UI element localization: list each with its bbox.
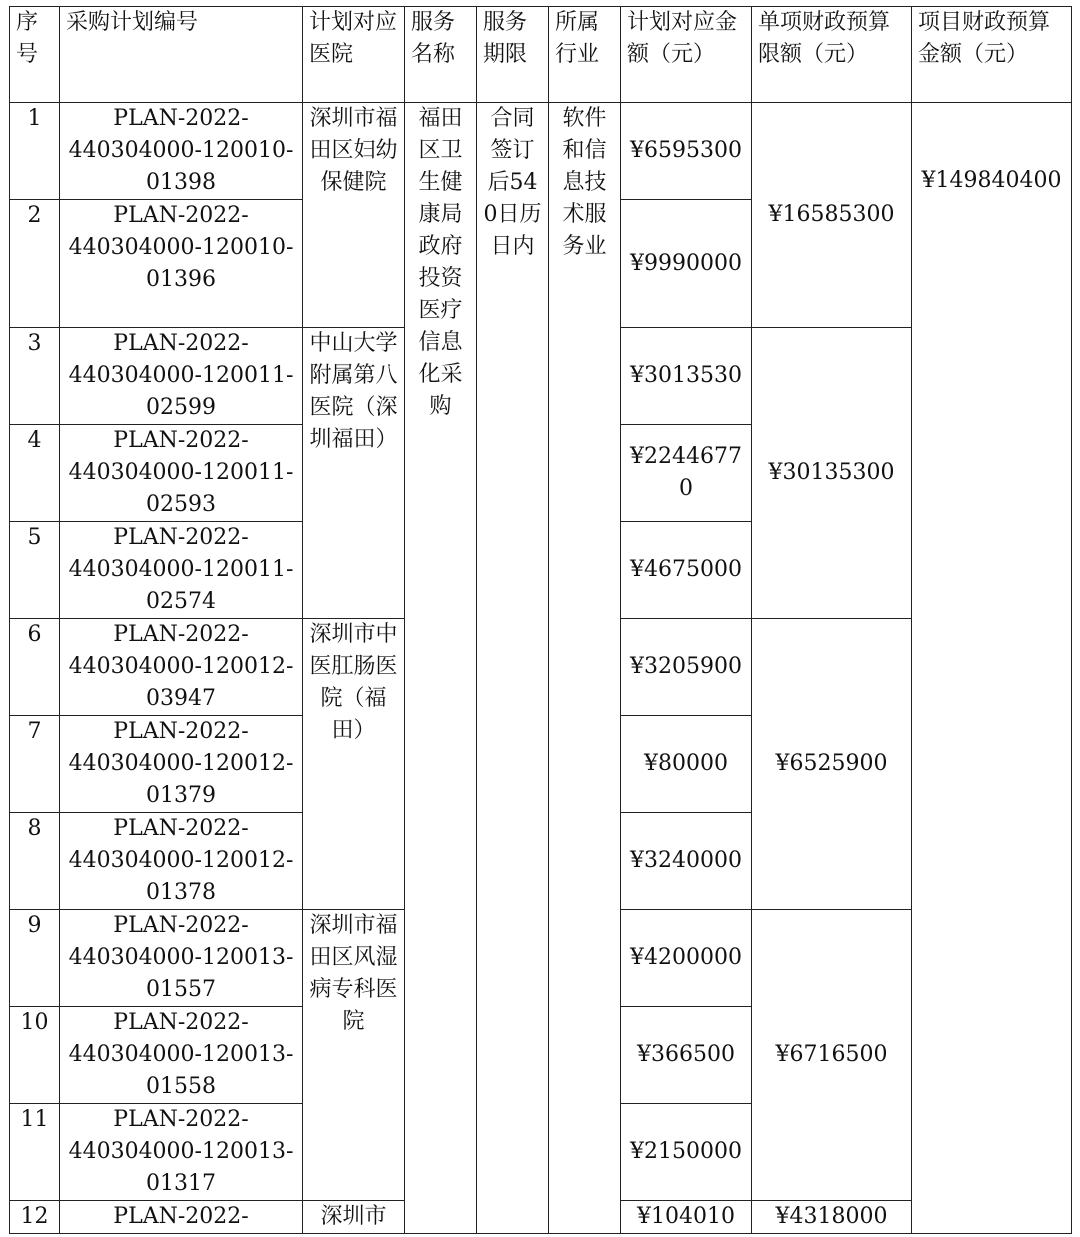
amount-cell: ¥3240000: [621, 813, 752, 910]
seq-cell: 4: [10, 425, 60, 522]
header-hospital: 计划对应医院: [303, 7, 405, 103]
project-budget-cell: ¥149840400: [912, 103, 1072, 1234]
plan-no-cell: PLAN-2022- 440304000-120013- 01317: [60, 1104, 303, 1201]
header-item-budget: 单项财政预算限额（元）: [752, 7, 912, 103]
item-budget-cell: ¥4318000: [752, 1201, 912, 1234]
header-industry: 所属行业: [549, 7, 621, 103]
amount-cell: ¥3205900: [621, 619, 752, 716]
header-plan-amount: 计划对应金额（元）: [621, 7, 752, 103]
plan-no-cell: PLAN-2022- 440304000-120011- 02593: [60, 425, 303, 522]
amount-cell: ¥3013530: [621, 328, 752, 425]
amount-cell: ¥6595300: [621, 103, 752, 200]
amount-cell: ¥4200000: [621, 910, 752, 1007]
amount-cell: ¥366500: [621, 1007, 752, 1104]
hospital-cell: 深圳市中医肛肠医院（福田）: [303, 619, 405, 910]
seq-cell: 3: [10, 328, 60, 425]
seq-cell: 7: [10, 716, 60, 813]
amount-cell: ¥104010: [621, 1201, 752, 1234]
item-budget-cell: ¥6716500: [752, 910, 912, 1201]
service-name-cell: 福田区卫生健康局政府投资医疗信息化采购: [405, 103, 477, 1234]
seq-cell: 10: [10, 1007, 60, 1104]
seq-cell: 2: [10, 200, 60, 328]
item-budget-cell: ¥6525900: [752, 619, 912, 910]
plan-no-cell: PLAN-2022- 440304000-120011- 02599: [60, 328, 303, 425]
header-service-name: 服务名称: [405, 7, 477, 103]
plan-no-cell: PLAN-2022- 440304000-120013- 01558: [60, 1007, 303, 1104]
service-period-cell: 合同签订后540日历日内: [477, 103, 549, 1234]
amount-cell: ¥4675000: [621, 522, 752, 619]
procurement-plan-table: [9, 6, 1072, 1234]
item-budget-cell: ¥30135300: [752, 328, 912, 619]
table-row: [10, 103, 1072, 200]
header-seq: 序号: [10, 7, 60, 103]
header-service-period: 服务期限: [477, 7, 549, 103]
plan-no-cell: PLAN-2022-: [60, 1201, 303, 1234]
hospital-cell: 深圳市福田区风湿病专科医院: [303, 910, 405, 1201]
seq-cell: 8: [10, 813, 60, 910]
hospital-cell: 中山大学附属第八医院（深圳福田）: [303, 328, 405, 619]
header-project-budget: 项目财政预算金额（元）: [912, 7, 1072, 103]
seq-cell: 12: [10, 1201, 60, 1234]
seq-cell: 9: [10, 910, 60, 1007]
hospital-cell: 深圳市: [303, 1201, 405, 1234]
amount-cell: ¥80000: [621, 716, 752, 813]
seq-cell: 1: [10, 103, 60, 200]
seq-cell: 11: [10, 1104, 60, 1201]
item-budget-cell: ¥16585300: [752, 103, 912, 328]
plan-no-cell: PLAN-2022- 440304000-120013- 01557: [60, 910, 303, 1007]
plan-no-cell: PLAN-2022- 440304000-120010- 01396: [60, 200, 303, 328]
header-row: [10, 7, 1072, 103]
plan-no-cell: PLAN-2022- 440304000-120012- 03947: [60, 619, 303, 716]
amount-cell: ¥9990000: [621, 200, 752, 328]
hospital-cell: 深圳市福田区妇幼保健院: [303, 103, 405, 328]
amount-cell: ¥22446770: [621, 425, 752, 522]
amount-cell: ¥2150000: [621, 1104, 752, 1201]
industry-cell: 软件和信息技术服务业: [549, 103, 621, 1234]
header-plan-no: 采购计划编号: [60, 7, 303, 103]
plan-no-cell: PLAN-2022- 440304000-120012- 01378: [60, 813, 303, 910]
plan-no-cell: PLAN-2022- 440304000-120011- 02574: [60, 522, 303, 619]
plan-no-cell: PLAN-2022- 440304000-120010- 01398: [60, 103, 303, 200]
plan-no-cell: PLAN-2022- 440304000-120012- 01379: [60, 716, 303, 813]
seq-cell: 6: [10, 619, 60, 716]
seq-cell: 5: [10, 522, 60, 619]
